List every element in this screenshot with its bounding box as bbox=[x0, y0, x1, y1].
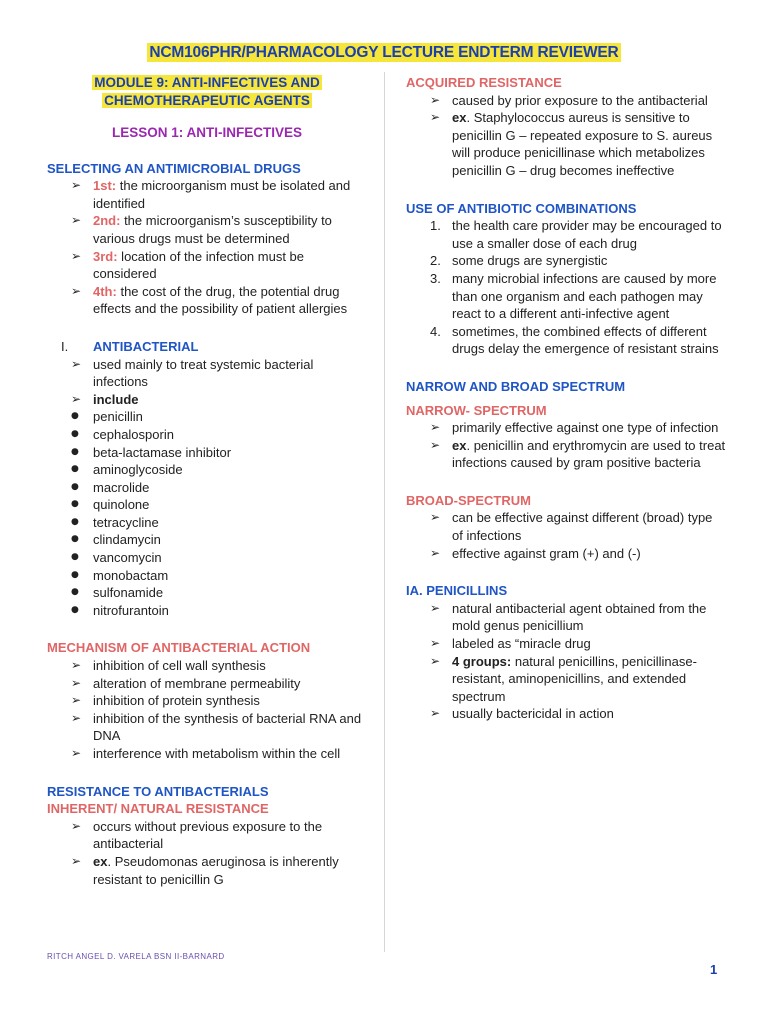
combinations-list bbox=[406, 217, 726, 358]
inherent-resistance-heading: INHERENT/ NATURAL RESISTANCE bbox=[47, 801, 269, 817]
inherent-resistance-list bbox=[47, 818, 367, 888]
antibacterial-drug-list bbox=[47, 408, 367, 619]
narrow-spectrum-list bbox=[406, 419, 726, 472]
list-item: ● nitrofurantoin bbox=[47, 602, 367, 620]
document-title: NCM106PHR/PHARMACOLOGY LECTURE ENDTERM REVIEWER bbox=[149, 44, 619, 61]
penicillins-heading: IA. PENICILLINS bbox=[406, 583, 508, 599]
list-item: ➢ caused by prior exposure to the antibacterial bbox=[406, 92, 726, 110]
list-item: ● quinolone bbox=[47, 496, 367, 514]
list-item: ➢ used mainly to treat systemic bacterial infections bbox=[47, 356, 367, 391]
mechanism-list bbox=[47, 657, 367, 763]
broad-spectrum-heading: BROAD-SPECTRUM bbox=[406, 492, 531, 508]
antibacterial-points bbox=[47, 356, 367, 409]
resistance-heading: RESISTANCE TO ANTIBACTERIALS bbox=[47, 783, 269, 799]
lesson-title: LESSON 1: ANTI-INFECTIVES bbox=[111, 125, 302, 140]
list-item: ● macrolide bbox=[47, 479, 367, 497]
list-item: ➢ effective against gram (+) and (-) bbox=[406, 545, 726, 563]
acquired-resistance-heading: ACQUIRED RESISTANCE bbox=[406, 75, 562, 90]
list-item: ➢ inhibition of cell wall synthesis bbox=[47, 657, 367, 675]
narrow-spectrum-heading: NARROW- SPECTRUM bbox=[406, 402, 547, 418]
list-item: 4. sometimes, the combined effects of different drugs delay the emergence of resistant strains bbox=[430, 323, 719, 357]
list-item: ➢ 4th: the cost of the drug, the potential drug effects and the possibility of patient allergies bbox=[47, 283, 367, 318]
left-column bbox=[47, 74, 367, 888]
list-item: ● beta-lactamase inhibitor bbox=[47, 444, 367, 462]
list-item: ➢ 4 groups: natural penicillins, penicillinase-resistant, aminopenicillins, and extended spectrum bbox=[406, 653, 726, 706]
list-item: ➢ inhibition of the synthesis of bacterial RNA and DNA bbox=[47, 710, 367, 745]
list-item: ● vancomycin bbox=[47, 549, 367, 567]
list-item: ● sulfonamide bbox=[47, 584, 367, 602]
list-item: ➢ ex. Staphylococcus aureus is sensitive to penicillin G – repeated exposure to S. aureus will produce penicillinase which metabolizes penicillin G – drug becomes ineffective bbox=[406, 109, 726, 179]
column-divider bbox=[384, 72, 385, 952]
right-column bbox=[406, 74, 726, 723]
list-item: ➢ natural antibacterial agent obtained from the mold genus penicillium bbox=[406, 600, 726, 635]
list-item: ➢ include bbox=[47, 391, 367, 409]
list-item: ● monobactam bbox=[47, 567, 367, 585]
list-item: ➢ usually bactericidal in action bbox=[406, 705, 726, 723]
list-item: ➢ 3rd: location of the infection must be considered bbox=[47, 248, 367, 283]
broad-spectrum-list bbox=[406, 509, 726, 562]
antibacterial-heading: I. ANTIBACTERIAL bbox=[61, 338, 199, 354]
spectrum-heading: NARROW AND BROAD SPECTRUM bbox=[406, 378, 626, 394]
list-item: ➢ alteration of membrane permeability bbox=[47, 675, 367, 693]
list-item: 1. the health care provider may be encouraged to use a smaller dose of each drug bbox=[430, 218, 722, 251]
list-item: ➢ interference with metabolism within the cell bbox=[47, 745, 367, 763]
selecting-list bbox=[47, 177, 367, 318]
footer-author: RITCH ANGEL D. VARELA BSN II-BARNARD bbox=[47, 952, 225, 961]
list-item: ➢ labeled as “miracle drug bbox=[406, 635, 726, 653]
list-item: ● aminoglycoside bbox=[47, 461, 367, 479]
module-title: MODULE 9: ANTI-INFECTIVES AND CHEMOTHERAPEUTIC AGENTS bbox=[94, 75, 320, 108]
acquired-resistance-list bbox=[406, 92, 726, 180]
combinations-heading: USE OF ANTIBIOTIC COMBINATIONS bbox=[406, 200, 637, 216]
list-item: 3. many microbial infections are caused by more than one organism and each pathogen may react to a different anti-infective agent bbox=[430, 270, 717, 322]
list-item: ● penicillin bbox=[47, 408, 367, 426]
list-item: ➢ inhibition of protein synthesis bbox=[47, 692, 367, 710]
selecting-heading: SELECTING AN ANTIMICROBIAL DRUGS bbox=[47, 160, 301, 176]
list-item: ➢ ex. penicillin and erythromycin are used to treat infections caused by gram positive bacteria bbox=[406, 437, 726, 472]
list-item: ● cephalosporin bbox=[47, 426, 367, 444]
list-item: ➢ occurs without previous exposure to the antibacterial bbox=[47, 818, 367, 853]
list-item: ➢ primarily effective against one type of infection bbox=[406, 419, 726, 437]
list-item: ➢ 2nd: the microorganism’s susceptibility to various drugs must be determined bbox=[47, 212, 367, 247]
list-item: ➢ 1st: the microorganism must be isolated and identified bbox=[47, 177, 367, 212]
list-item: ● tetracycline bbox=[47, 514, 367, 532]
list-item: 2. some drugs are synergistic bbox=[430, 253, 608, 269]
list-item: ➢ ex. Pseudomonas aeruginosa is inherently resistant to penicillin G bbox=[47, 853, 367, 888]
list-item: ● clindamycin bbox=[47, 531, 367, 549]
page-number: 1 bbox=[710, 962, 718, 977]
mechanism-heading: MECHANISM OF ANTIBACTERIAL ACTION bbox=[47, 640, 311, 656]
penicillins-list bbox=[406, 600, 726, 723]
list-item: ➢ can be effective against different (broad) type of infections bbox=[406, 509, 726, 544]
